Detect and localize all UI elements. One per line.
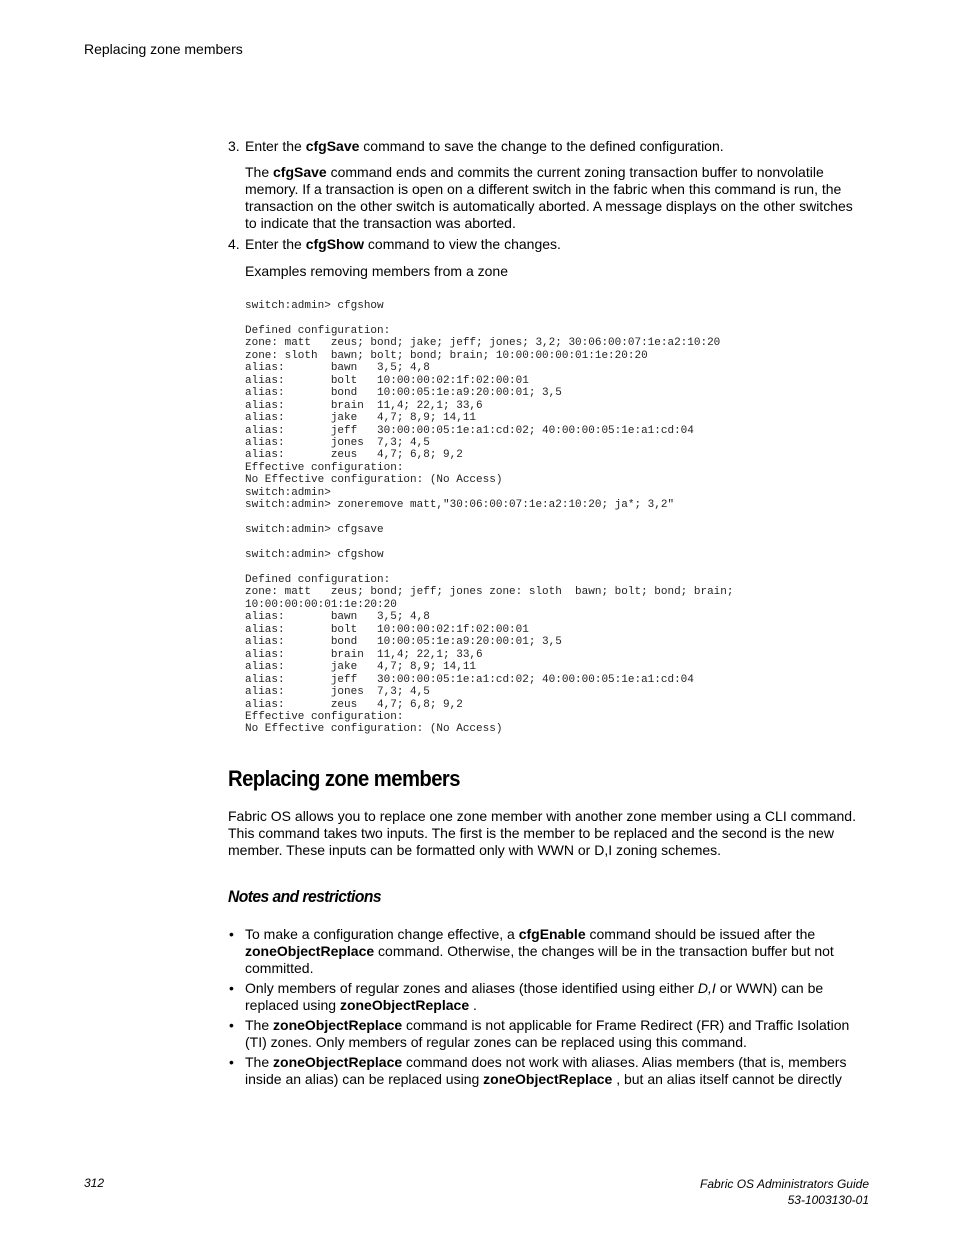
step-text: Enter the cfgShow command to view the changes. <box>245 236 561 252</box>
running-header: Replacing zone members <box>84 41 243 57</box>
page-content <box>228 138 868 1091</box>
bullet-icon: • <box>229 979 234 996</box>
command-name: zoneObjectReplace <box>339 996 470 1013</box>
step-4 <box>228 236 868 253</box>
list-item: • The zoneObjectReplace command does not work with aliases. Alias members (that is, members inside an alias) can be replaced using zoneObjectReplace , but an alias itself cannot be directly <box>229 1053 847 1087</box>
code-example: switch:admin> cfgshow Defined configuration: zone: matt zeus; bond; jake; jeff; jones; 3,2; 30:06:00:07:1e:a2:10:20 zone: sloth bawn; bolt; bond; brain; 10:00:00:00:01:1e:20:20 alias: bawn 3,5; 4,8 alias: bolt 10:00:00:02:1f:02:00:01 alias: bond 10:00:05:1e:a9:20:00:01; 3,5 alias: brain 11,4; 22,1; 33,6 alias: jake 4,7; 8,9; 14,11 alias: jeff 30:00:00:05:1e:a1:cd:02; 40:00:00:05:1e:a1:cd:04 alias: jones 7,3; 4,5 alias: zeus 4,7; 6,8; 9,2 Effective configuration: No Effective configuration: (No Access) switch:admin> switch:admin> zoneremove matt,"30:06:00:07:1e:a2:10:20; ja*; 3,2" switch:admin> cfgsave switch:admin> cfgshow Defined configuration: zone: matt zeus; bond; jeff; jones zone: sloth bawn; bolt; bond; brain; 10:00:00:00:01:1e:20:20 alias: bawn 3,5; 4,8 alias: bolt 10:00:00:02:1f:02:00:01 alias: bond 10:00:05:1e:a9:20:00:01; 3,5 alias: brain 11,4; 22,1; 33,6 alias: jake 4,7; 8,9; 14,11 alias: jeff 30:00:00:05:1e:a1:cd:02; 40:00:00:05:1e:a1:cd:04 alias: jones 7,3; 4,5 alias: zeus 4,7; 6,8; 9,2 Effective configuration: No Effective configuration: (No Access) <box>245 300 734 736</box>
command-name: zoneObjectReplace <box>273 1016 403 1033</box>
command-name: cfgSave <box>273 164 327 180</box>
footer-doc-number: 53-1003130-01 <box>787 1193 869 1207</box>
command-name: zoneObjectReplace <box>483 1070 613 1087</box>
command-name: zoneObjectReplace <box>273 1053 403 1070</box>
bullet-icon: • <box>229 925 234 942</box>
command-name: zoneObjectReplace <box>245 942 375 959</box>
command-name: cfgShow <box>305 236 365 252</box>
section-heading: Replacing zone members <box>228 765 460 791</box>
footer-doc-info <box>700 1176 869 1208</box>
footer-doc-title: Fabric OS Administrators Guide <box>700 1177 869 1191</box>
example-caption: Examples removing members from a zone <box>245 263 508 279</box>
step-text: Enter the cfgSave command to save the change to the defined configuration. <box>245 138 724 154</box>
notes-list <box>228 926 868 1088</box>
step-number: 3. <box>228 138 240 154</box>
subsection-heading: Notes and restrictions <box>228 886 381 906</box>
step-detail: The cfgSave command ends and commits the current zoning transaction buffer to nonvolatile memory. If a transaction is open on a different switch in the fabric when this command is run, the transaction on the other switch is automatically aborted. A message displays on the other switches to indicate that the transaction was aborted. <box>245 164 853 231</box>
list-item: • To make a configuration change effective, a cfgEnable command should be issued after the zoneObjectReplace command. Otherwise, the changes will be in the transaction buffer but not committed. <box>229 925 834 976</box>
step-number: 4. <box>228 236 240 252</box>
section-intro: Fabric OS allows you to replace one zone member with another zone member using a CLI command. This command takes two inputs. The first is the member to be replaced and the second is the new member. These inputs can be formatted only with WWN or D,I zoning schemes. <box>228 807 856 858</box>
step-3 <box>228 138 868 232</box>
list-item: • The zoneObjectReplace command is not applicable for Frame Redirect (FR) and Traffic Isolation (TI) zones. Only members of regular zones can be replaced using this command. <box>229 1016 850 1050</box>
italic-term: D,I <box>697 979 716 996</box>
bullet-icon: • <box>229 1053 234 1070</box>
list-item: • Only members of regular zones and aliases (those identified using either D,I or WWN) can be replaced using zoneObjectReplace . <box>229 979 824 1013</box>
command-name: cfgEnable <box>518 925 586 942</box>
bullet-icon: • <box>229 1016 234 1033</box>
command-name: cfgSave <box>305 138 360 154</box>
page-number: 312 <box>84 1176 105 1190</box>
